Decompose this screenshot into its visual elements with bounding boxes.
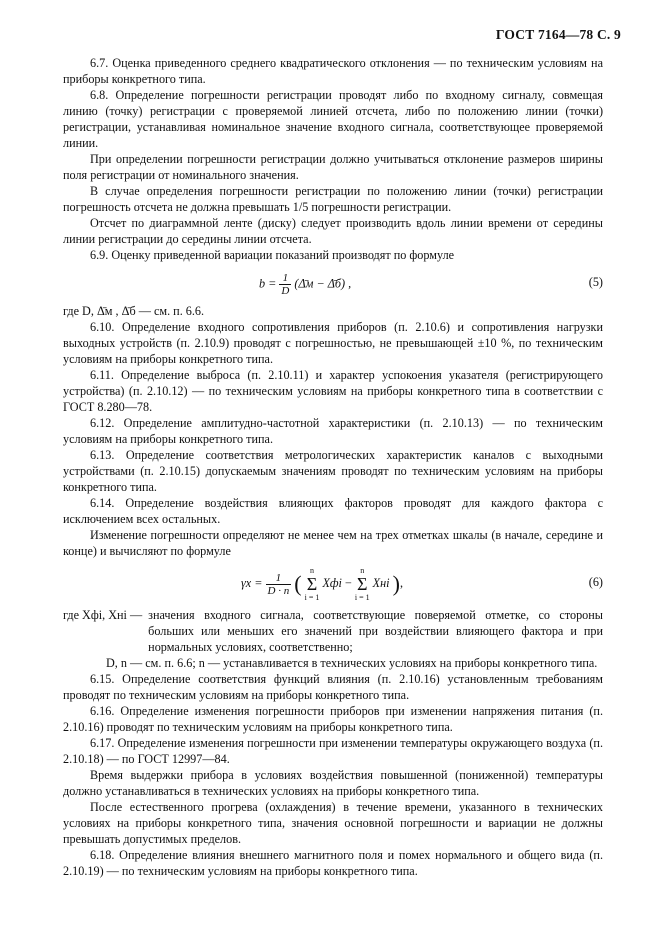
fraction-denominator: D [281, 285, 290, 297]
paragraph-text: В случае определения погрешности регистрации по положению линии (точки) регистрации погрешность отсчета не должна превышать [63, 184, 603, 214]
formula-5-fraction [279, 272, 291, 297]
formula-6-term-1: Xфi [322, 575, 342, 590]
minus-sign: − [344, 575, 355, 590]
formula-5-body: (Δ̄м − Δ̄б) , [294, 276, 352, 291]
paragraph-6-18: 6.18. Определение влияния внешнего магнитного поля и помех нормального и общего вида (п. 2.10.19) — по техническим условиям на приборы конкретного типа. [63, 848, 603, 878]
paragraph-6-15: 6.15. Определение соответствия функций влияния (п. 2.10.16) установленным требованиям проводят по техническим условиям на приборы конкретного типа. [63, 672, 603, 702]
formula-5-expression [259, 272, 351, 297]
formula-5 [63, 266, 603, 300]
paragraph-6-17: 6.17. Определение изменения погрешности при изменении температуры окружающего воздуха (п. 2.10.18) — по ГОСТ 12997—84. [63, 736, 603, 766]
where-label: где Xфi, Xнi — [63, 608, 143, 622]
open-paren: ( [294, 571, 302, 596]
fraction-numerator: 1 [279, 272, 291, 285]
formula-6-where-d-n: D, n — см. п. 6.6; n — устанавливается в технических условиях на приборы конкретного типа. [106, 656, 598, 670]
fraction-denominator: D · n [267, 584, 290, 597]
paragraph-6-10: 6.10. Определение входного сопротивления приборов (п. 2.10.6) и сопротивления нагрузки выходных устройств (п. 2.10.9) проводят с погрешностью, не превышающей ±10 %, по техническим условиям на приборы конкретного типа. [63, 320, 603, 366]
formula-6-expression [241, 566, 403, 602]
sum-upper-limit: n [360, 566, 365, 575]
formula-5-number: (5) [588, 275, 603, 289]
sum-upper-limit: n [310, 566, 315, 575]
paragraph-6-8-field: При определении погрешности регистрации должно учитываться отклонение размеров ширины поля регистрации от номинального значения. [63, 152, 603, 182]
paragraph-6-14-method: Изменение погрешности определяют не менее чем на трех отметках шкалы (в начале, середине и конце) и вычисляют по формуле [63, 528, 603, 558]
close-paren: ) [392, 571, 400, 596]
paragraph-6-11: 6.11. Определение выброса (п. 2.10.11) и характер успокоения указателя (регистрирующего устройства) (п. 2.10.12) — по техническим условиям на приборы конкретного типа в соответствии с ГОСТ 8.280—78. [63, 368, 603, 414]
fraction-numerator: 1 [266, 572, 292, 585]
page-body [63, 55, 603, 879]
paragraph-6-13: 6.13. Определение соответствия метрологических характеристик каналов с выходными устройствами (п. 2.10.15) допускаемым значениям проводят по техническим условиям на приборы конкретного типа. [63, 448, 603, 494]
paragraph-6-14: 6.14. Определение воздействия влияющих факторов проводят для каждого фактора с исключением всех остальных. [63, 496, 603, 526]
paragraph-6-9: 6.9. Оценку приведенной вариации показаний производят по формуле [90, 248, 455, 262]
formula-5-lhs: b = [259, 276, 277, 291]
formula-6-fraction [266, 572, 292, 597]
sum-lower-limit: i = 1 [354, 593, 370, 602]
paragraph-6-16: 6.16. Определение изменения погрешности приборов при изменении напряжения питания (п. 2.10.16) проводят по техническим условиям на приборы конкретного типа. [63, 704, 603, 734]
paragraph-6-17-exposure: Время выдержки прибора в условиях воздействия повышенной (пониженной) температуры должно устанавливаться в технических условиях на приборы конкретного типа. [63, 768, 603, 798]
paragraph-6-17-warmup: После естественного прогрева (охлаждения) в течение времени, указанного в технических условиях на приборы конкретного типа, значения основной погрешности и вариации не должны превышать допустимых пределов. [63, 800, 603, 846]
formula-6-term-2: Xнi [372, 575, 390, 590]
formula-6-where [63, 607, 603, 655]
paragraph-6-7: 6.7. Оценка приведенного среднего квадратического отклонения — по техническим условиям на приборы конкретного типа. [63, 56, 603, 86]
formula-6-lhs: γx = [241, 575, 263, 590]
sigma-icon: Σ [306, 574, 318, 594]
paragraph-text: погрешности регистрации. [308, 200, 452, 214]
formula-6 [63, 562, 603, 604]
paragraph-6-8-reading-error [63, 183, 603, 215]
formula-5-where: где D, Δ̄м , Δ̄б — см. п. 6.6. [63, 304, 205, 318]
paragraph-6-8-chart: Отсчет по диаграммной ленте (диску) следует производить вдоль линии времени от середины линии регистрации до середины линии отсчета. [63, 216, 603, 246]
paragraph-6-8: 6.8. Определение погрешности регистрации проводят либо по входному сигналу, совмещая линию (точку) регистрации с проверяемой линией отсчета, либо по положению линии (точки) регистрации, устанавливая номинальное значение входного сигнала, соответствующее проверяемой линии. [63, 88, 603, 150]
sigma-icon: Σ [357, 574, 368, 594]
fraction-one-fifth: 1/5 [292, 200, 309, 214]
page-header: ГОСТ 7164—78 С. 9 [495, 27, 621, 42]
comma: , [399, 575, 403, 590]
formula-6-number: (6) [588, 575, 603, 589]
sum-symbol-1 [305, 566, 320, 602]
paragraph-6-12: 6.12. Определение амплитудно-частотной характеристики (п. 2.10.13) — по техническим условиям на приборы конкретного типа. [63, 416, 603, 446]
sum-lower-limit: i = 1 [304, 593, 320, 602]
sum-symbol-2 [355, 566, 370, 602]
where-text: значения входного сигнала, соответствующие поверяемой отметке, со стороны больших или меньших его значений при воздействии влияющего фактора и при нормальных условиях, соответственно; [148, 608, 603, 654]
